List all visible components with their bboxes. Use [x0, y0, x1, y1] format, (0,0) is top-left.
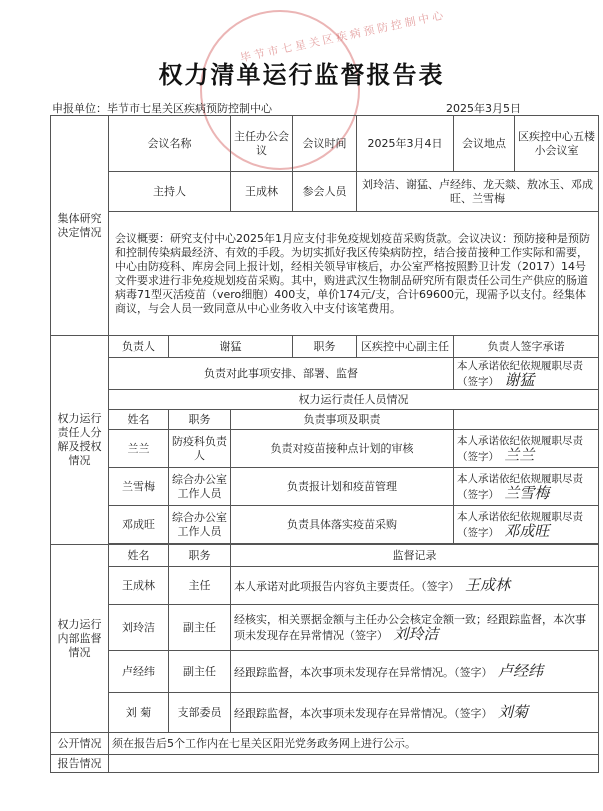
- supervisor-name: 刘 菊: [109, 693, 169, 733]
- supervisor-name: 卢经纬: [109, 651, 169, 693]
- seal-text: 毕节市七星关区疾病预防控制中心: [239, 8, 448, 65]
- leader-position-label: 职务: [293, 336, 357, 358]
- person-commit-text: 本人承诺依纪依规履职尽责（签字）: [457, 510, 583, 539]
- person-signature: 邓成旺: [504, 521, 550, 540]
- supervisor-signature: 刘玲洁: [393, 624, 439, 643]
- record-text: 本人承诺对此项报告内容负主要责任。（签字）: [234, 579, 460, 593]
- record-text: 经跟踪监督，本次事项未发现存在异常情况。（签字）: [234, 706, 493, 720]
- person-commitment: [454, 468, 599, 506]
- leader-position: 区疾控中心副主任: [357, 336, 454, 358]
- record-text: 经核实，相关票据金额与主任办公会核定金额一致；经跟踪监督，本次事项未发现存在异常情况（签字）: [234, 612, 586, 642]
- person-name: 兰兰: [109, 430, 169, 468]
- sup-col-position-header: 职务: [169, 545, 231, 567]
- supervisor-position: 主任: [169, 567, 231, 605]
- supervision-record: [231, 651, 599, 693]
- supervisor-position: 支部委员: [169, 693, 231, 733]
- report-label: 报告情况: [51, 755, 109, 773]
- person-duty: 负责具体落实疫苗采购: [231, 506, 454, 544]
- supervisor-signature: 刘菊: [498, 702, 529, 721]
- supervisor-position: 副主任: [169, 605, 231, 651]
- supervisor-signature: 卢经纬: [498, 661, 544, 680]
- person-commit-text: 本人承诺依纪依规履职尽责（签字）: [457, 472, 583, 501]
- meeting-summary: 会议概要：研究支付中心2025年1月应支付非免疫规划疫苗采购货款。会议决议：预防接种是预防和控制传染病最经济、有效的手段。为切实抓好我区传染病防控，结合接苗接种工作实际和需要，中心由防疫科、库房会同上报计划，经相关领导审核后，办公室严格按照黔卫计发（2017）14号文件要求进行非免疫规划疫苗采购。其中，购进武汉生物制品研究所有限责任公司生产供应的肠道病毒71型灭活疫苗（vero细胞）400支，单价174元/支，合计69600元，现需予以支付。经集体商议，与会人员一致同意从中心业务收入中支付该笔费用。: [109, 212, 599, 336]
- meeting-place-label: 会议地点: [454, 116, 515, 172]
- person-signature: 兰雪梅: [504, 483, 550, 502]
- col-name-header: 姓名: [109, 410, 169, 430]
- report-date: 2025年3月5日: [446, 102, 521, 115]
- leader-label: 负责人: [109, 336, 169, 358]
- person-duty: 负责对疫苗接种点计划的审核: [231, 430, 454, 468]
- table-row: [51, 567, 599, 605]
- person-name: 兰雪梅: [109, 468, 169, 506]
- supervision-record: [231, 605, 599, 651]
- declaring-unit-label: 申报单位：: [52, 102, 107, 115]
- supervisor-position: 副主任: [169, 651, 231, 693]
- public-label: 公开情况: [51, 733, 109, 755]
- attendees-label: 参会人员: [293, 172, 357, 212]
- report-content: [109, 755, 599, 773]
- record-text: 经跟踪监督，本次事项未发现存在异常情况。（签字）: [234, 665, 493, 679]
- meeting-name-label: 会议名称: [109, 116, 231, 172]
- col-duty-header: 负责事项及职责: [231, 410, 454, 430]
- meeting-name: 主任办公会议: [231, 116, 293, 172]
- leader-commit-text: 本人承诺依纪依规履职尽责（签字）: [457, 359, 583, 388]
- host-name: 王成林: [231, 172, 293, 212]
- leader-commitment: [454, 358, 599, 390]
- person-position: 防疫科负责人: [169, 430, 231, 468]
- table-row: [51, 506, 599, 544]
- person-commitment: [454, 430, 599, 468]
- meeting-place: 区疾控中心五楼小会议室: [515, 116, 599, 172]
- responsibility-section-label: 权力运行责任人分解及授权情况: [51, 336, 109, 545]
- meeting-time: 2025年3月4日: [357, 116, 454, 172]
- person-position: 综合办公室工作人员: [169, 506, 231, 544]
- declaring-unit: [52, 100, 272, 116]
- person-name: 邓成旺: [109, 506, 169, 544]
- report-table: [50, 115, 599, 773]
- supervisor-signature: 王成林: [465, 575, 511, 594]
- page-title: 权力清单运行监督报告表: [158, 60, 445, 89]
- supervisor-name: 王成林: [109, 567, 169, 605]
- table-row: [51, 468, 599, 506]
- responsibility-subheader: 权力运行责任人员情况: [109, 390, 599, 410]
- person-signature: 兰兰: [504, 445, 535, 464]
- sup-col-name-header: 姓名: [109, 545, 169, 567]
- leader-commit-label: 负责人签字承诺: [454, 336, 599, 358]
- table-row: [51, 693, 599, 733]
- table-row: [51, 430, 599, 468]
- leader-name: 谢猛: [169, 336, 293, 358]
- person-position: 综合办公室工作人员: [169, 468, 231, 506]
- table-row: [51, 651, 599, 693]
- meeting-time-label: 会议时间: [293, 116, 357, 172]
- person-commitment: [454, 506, 599, 544]
- attendees: 刘玲洁、谢猛、卢经纬、龙天燚、敖冰玉、邓成旺、兰雪梅: [357, 172, 599, 212]
- person-commit-text: 本人承诺依纪依规履职尽责（签字）: [457, 434, 583, 463]
- supervision-record: [231, 567, 599, 605]
- table-row: [51, 605, 599, 651]
- supervisor-name: 刘玲洁: [109, 605, 169, 651]
- public-text: 须在报告后5个工作内在七星关区阳光党务政务网上进行公示。: [109, 733, 599, 755]
- supervision-record: [231, 693, 599, 733]
- leader-duty: 负责对此事项安排、部署、监督: [109, 358, 454, 390]
- leader-signature: 谢猛: [504, 370, 535, 389]
- col-position-header: 职务: [169, 410, 231, 430]
- declaring-unit-value: 毕节市七星关区疾病预防控制中心: [107, 102, 272, 115]
- supervision-section-label: 权力运行内部监督情况: [51, 545, 109, 733]
- sup-col-record-header: 监督记录: [231, 545, 599, 567]
- person-duty: 负责报计划和疫苗管理: [231, 468, 454, 506]
- host-label: 主持人: [109, 172, 231, 212]
- collective-section-label: 集体研究决定情况: [51, 116, 109, 336]
